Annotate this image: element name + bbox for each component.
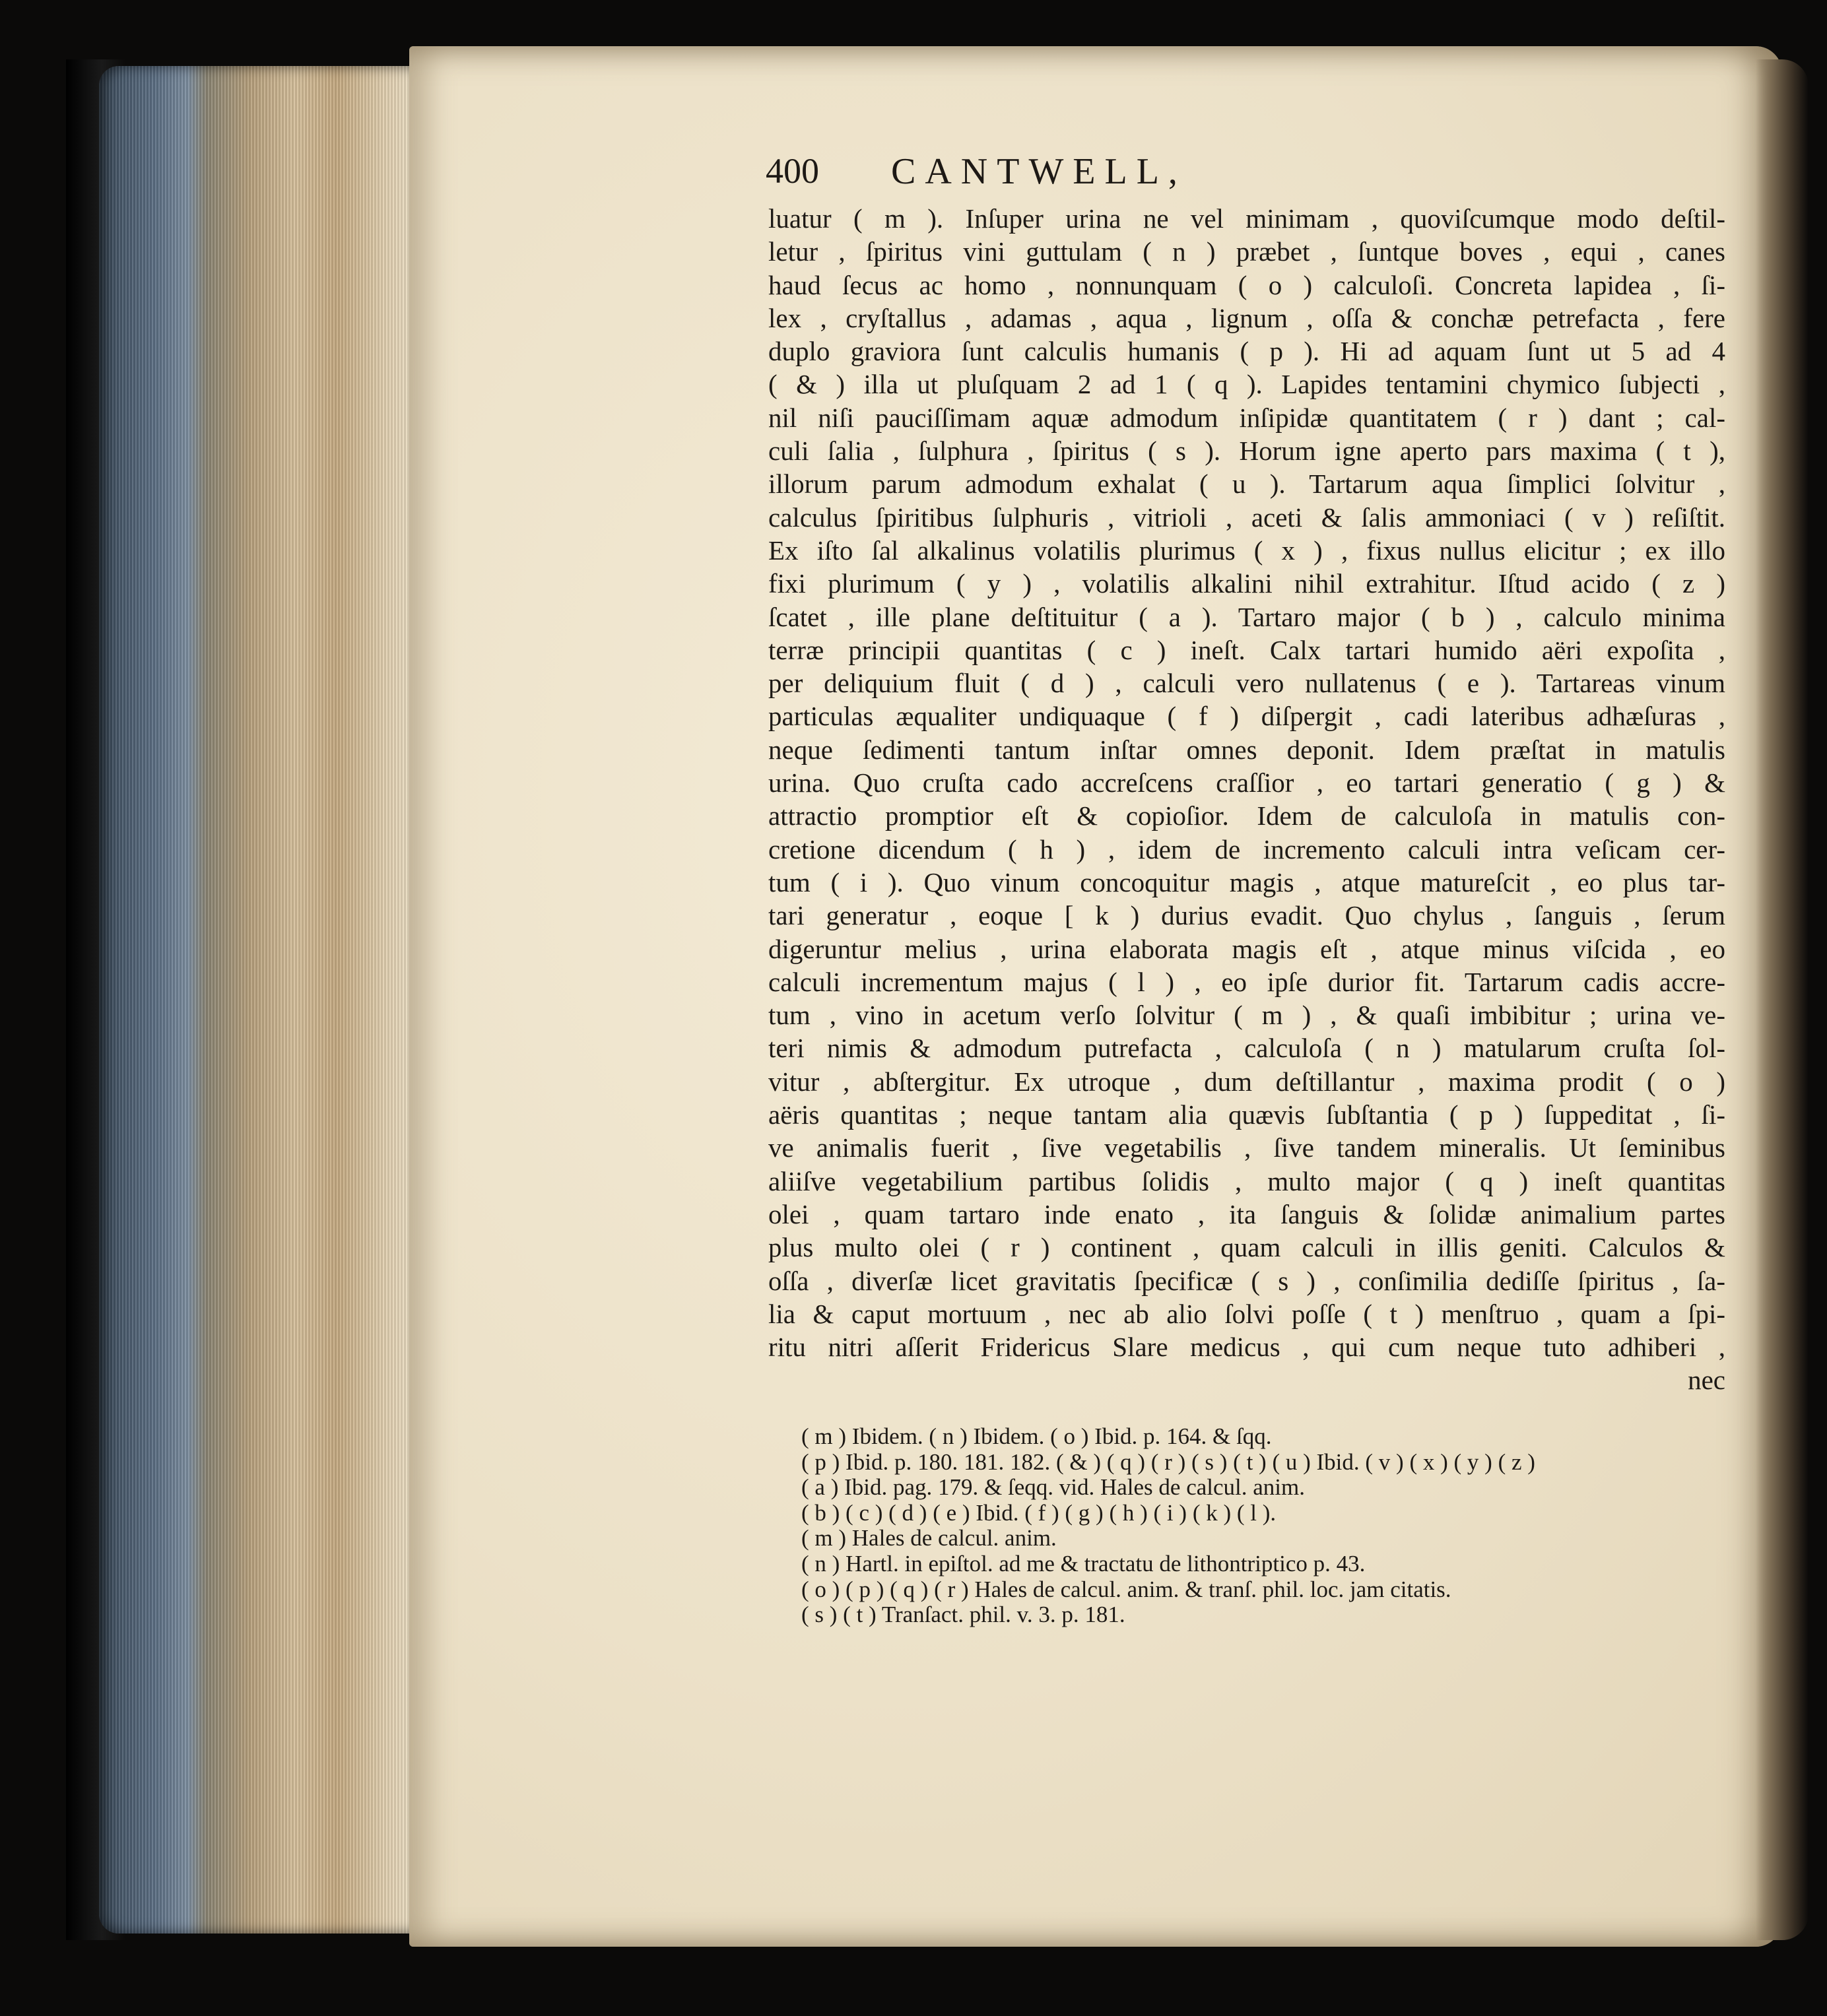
footnote-line: ( m ) Ibidem. ( n ) Ibidem. ( o ) Ibid. p. 164. & ſqq. (801, 1423, 1272, 1449)
text-line: haud ſecus ac homo , nonnunquam ( o ) calculoſi. Concreta lapidea , ſi- (768, 269, 1725, 300)
text-line: per deliquium fluit ( d ) , calculi vero nullatenus ( e ). Tartareas vinum (768, 668, 1725, 699)
footnote-line: ( o ) ( p ) ( q ) ( r ) Hales de calcul. anim. & tranſ. phil. loc. jam citatis. (801, 1576, 1451, 1602)
text-line: attractio promptior eſt & copioſior. Idem de calculoſa in matulis con- (768, 800, 1725, 831)
text-line: nec (1688, 1365, 1725, 1396)
text-line: tum , vino in acetum verſo ſolvitur ( m ) , & quaſi imbibitur ; urina ve- (768, 1000, 1725, 1031)
text-line: lia & caput mortuum , nec ab alio ſolvi poſſe ( t ) menſtruo , quam a ſpi- (768, 1298, 1725, 1329)
text-line: fixi plurimum ( y ) , volatilis alkalini nihil extrahitur. Iſtud acido ( z ) (768, 568, 1725, 599)
text-line: ſcatet , ille plane deſtituitur ( a ). Tartaro major ( b ) , calculo minima (768, 601, 1725, 632)
running-title: CANTWELL, (891, 151, 1187, 192)
text-line: vitur , abſtergitur. Ex utroque , dum deſtillantur , maxima prodit ( o ) (768, 1066, 1725, 1097)
text-line: Ex iſto ſal alkalinus volatilis plurimus ( x ) , fixus nullus elicitur ; ex illo (768, 535, 1725, 566)
footnote-line: ( p ) Ibid. p. 180. 181. 182. ( & ) ( q ) ( r ) ( s ) ( t ) ( u ) Ibid. ( v ) ( x ) ( y ) ( z ) (801, 1448, 1535, 1475)
footnote-line: ( b ) ( c ) ( d ) ( e ) Ibid. ( f ) ( g ) ( h ) ( i ) ( k ) ( l ). (801, 1499, 1277, 1526)
text-line: oſſa , diverſæ licet gravitatis ſpecificæ ( s ) , conſimilia dediſſe ſpiritus , ſa- (768, 1265, 1725, 1296)
footnote-line: ( m ) Hales de calcul. anim. (801, 1525, 1057, 1551)
text-line: duplo graviora ſunt calculis humanis ( p ). Hi ad aquam ſunt ut 5 ad 4 (768, 336, 1725, 367)
text-line: plus multo olei ( r ) continent , quam calculi in illis geniti. Calculos & (768, 1232, 1725, 1263)
text-line: luatur ( m ). Inſuper urina ne vel minimam , quoviſcumque modo deſtil- (768, 203, 1725, 234)
text-line: urina. Quo cruſta cado accreſcens craſſior , eo tartari generatio ( g ) & (768, 767, 1725, 798)
text-line: illorum parum admodum exhalat ( u ). Tartarum aqua ſimplici ſolvitur , (768, 469, 1725, 500)
text-line: letur , ſpiritus vini guttulam ( n ) præbet , ſuntque boves , equi , canes (768, 236, 1725, 267)
text-line: lex , cryſtallus , adamas , aqua , lignum , oſſa & conchæ petrefacta , fere (768, 302, 1725, 333)
page-fold-shadow (1756, 59, 1809, 1940)
text-line: teri nimis & admodum putrefacta , calculoſa ( n ) matularum cruſta ſol- (768, 1033, 1725, 1064)
text-line: digeruntur melius , urina elaborata magis eſt , atque minus viſcida , eo (768, 933, 1725, 964)
text-line: calculi incrementum majus ( l ) , eo ipſe durior fit. Tartarum cadis accre- (768, 966, 1725, 997)
text-line: culi ſalia , ſulphura , ſpiritus ( s ). Horum igne aperto pars maxima ( t ), (768, 436, 1725, 467)
running-head (766, 150, 1756, 190)
footnotes (801, 1424, 1739, 1628)
text-line: nil niſi pauciſſimam aquæ admodum inſipidæ quantitatem ( r ) dant ; cal- (768, 402, 1725, 433)
footnote-line: ( n ) Hartl. in epiſtol. ad me & tractatu de lithontriptico p. 43. (801, 1550, 1366, 1577)
page-edges-book-block (99, 66, 416, 1934)
text-line: aliiſve vegetabilium partibus ſolidis , multo major ( q ) ineſt quantitas (768, 1165, 1725, 1196)
text-line: ve animalis fuerit , ſive vegetabilis , ſive tandem mineralis. Ut ſeminibus (768, 1132, 1725, 1163)
text-line: ( & ) illa ut pluſquam 2 ad 1 ( q ). Lapides tentamini chymico ſubjecti , (768, 369, 1725, 400)
footnote-line: ( a ) Ibid. pag. 179. & ſeqq. vid. Hales de calcul. anim. (801, 1474, 1305, 1501)
text-line: aëris quantitas ; neque tantam alia quævis ſubſtantia ( p ) ſuppeditat , ſi- (768, 1099, 1725, 1130)
text-line: olei , quam tartaro inde enato , ita ſanguis & ſolidæ animalium partes (768, 1198, 1725, 1229)
page-number: 400 (766, 151, 819, 191)
body-text (768, 202, 1725, 1397)
footnote-line: ( s ) ( t ) Tranſact. phil. v. 3. p. 181. (801, 1602, 1125, 1628)
text-line: tari generatur , eoque [ k ) durius evadit. Quo chylus , ſanguis , ſerum (768, 900, 1725, 931)
text-line: ritu nitri aſſerit Fridericus Slare medicus , qui cum neque tuto adhiberi , (768, 1332, 1725, 1363)
text-line: particulas æqualiter undiquaque ( f ) diſpergit , cadi lateribus adhæſuras , (768, 701, 1725, 732)
text-line: terræ principii quantitas ( c ) ineſt. Calx tartari humido aëri expoſita , (768, 634, 1725, 665)
text-line: cretione dicendum ( h ) , idem de incremento calculi intra veſicam cer- (768, 833, 1725, 864)
text-line: calculus ſpiritibus ſulphuris , vitrioli , aceti & ſalis ammoniaci ( v ) reſiſtit. (768, 502, 1725, 533)
text-line: neque ſedimenti tantum inſtar omnes deponit. Idem præſtat in matulis (768, 734, 1725, 765)
text-line: tum ( i ). Quo vinum concoquitur magis , atque matureſcit , eo plus tar- (768, 866, 1725, 897)
